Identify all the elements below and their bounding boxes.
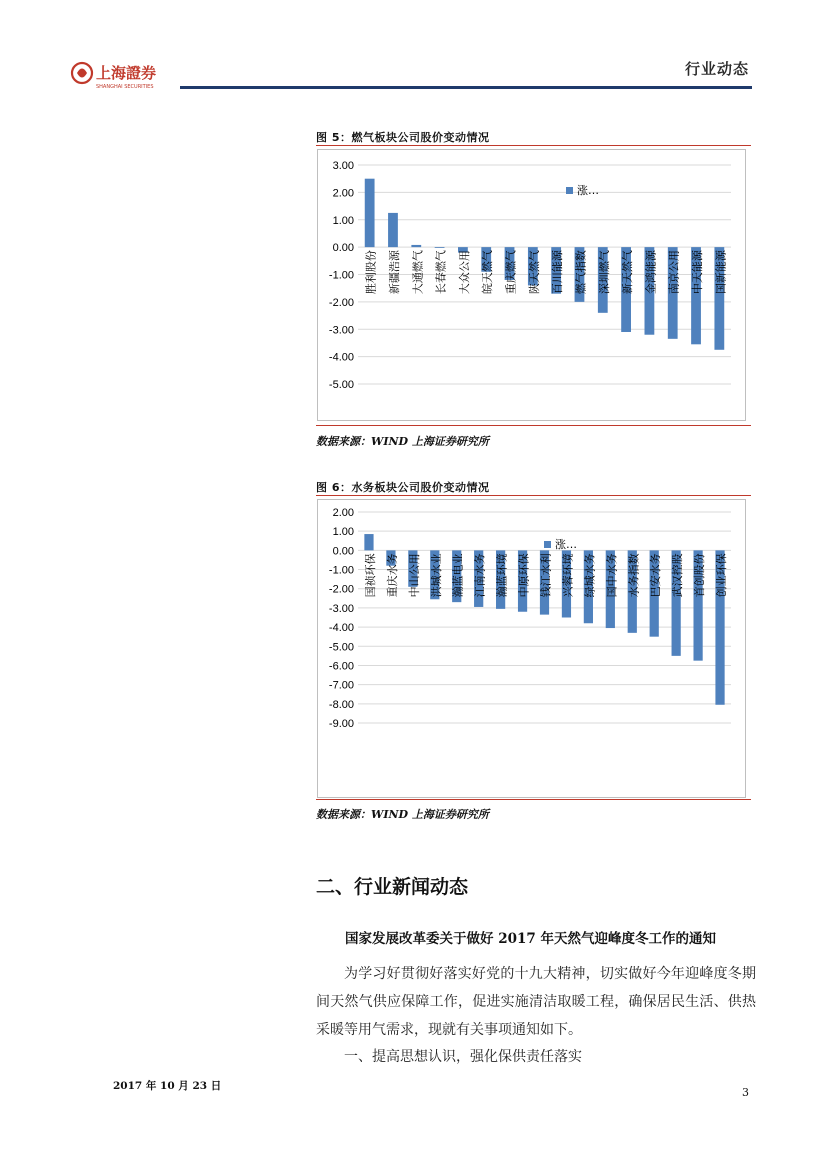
x-tick-label: 国中水务 bbox=[605, 553, 619, 598]
y-tick-label: -7.00 bbox=[328, 679, 354, 692]
bar bbox=[388, 213, 398, 247]
x-tick-label: 瀚蓝电业 bbox=[451, 553, 465, 598]
bar bbox=[365, 179, 375, 247]
page-number: 3 bbox=[742, 1086, 749, 1099]
figure5-bottom-rule bbox=[316, 425, 751, 426]
y-tick-label: -5.00 bbox=[328, 641, 354, 654]
x-tick-label: 洪城水业 bbox=[429, 553, 443, 598]
legend-marker bbox=[544, 541, 551, 548]
x-tick-label: 大众公用 bbox=[457, 250, 471, 295]
figure6-top-rule bbox=[316, 495, 751, 496]
x-tick-label: 长春燃气 bbox=[434, 250, 448, 295]
logo-text: 上海證券 bbox=[96, 64, 157, 82]
section-heading: 二、行业新闻动态 bbox=[316, 876, 469, 898]
figure5-source: 数据来源：WIND 上海证券研究所 bbox=[316, 435, 489, 448]
header-section-label: 行业动态 bbox=[684, 60, 749, 78]
x-tick-label: 燃气指数 bbox=[574, 250, 588, 295]
x-tick-label: 江南水务 bbox=[473, 553, 487, 598]
x-tick-label: 皖天然气 bbox=[481, 250, 495, 295]
header-rule bbox=[180, 86, 752, 89]
figure5-caption: 图 5：燃气板块公司股价变动情况 bbox=[316, 131, 490, 144]
y-tick-label: -1.00 bbox=[328, 269, 354, 282]
article-title: 国家发展改革委关于做好 2017 年天然气迎峰度冬工作的通知 bbox=[345, 931, 716, 947]
x-tick-label: 首创股份 bbox=[693, 553, 707, 598]
x-tick-label: 深圳燃气 bbox=[597, 250, 611, 295]
y-tick-label: -3.00 bbox=[328, 324, 354, 337]
legend-label: 涨… bbox=[555, 538, 577, 551]
x-tick-label: 国祯环保 bbox=[363, 553, 377, 598]
company-logo bbox=[70, 58, 180, 92]
x-tick-label: 国新能源 bbox=[714, 250, 728, 295]
figure6-caption: 图 6：水务板块公司股价变动情况 bbox=[316, 481, 490, 494]
y-tick-label: -3.00 bbox=[328, 602, 354, 615]
y-tick-label: 1.00 bbox=[332, 526, 354, 539]
x-tick-label: 新天然气 bbox=[621, 250, 635, 295]
figure6-chart bbox=[317, 499, 746, 798]
x-tick-label: 中原环保 bbox=[517, 553, 531, 598]
x-tick-label: 百川能源 bbox=[551, 250, 565, 295]
x-tick-label: 水务指数 bbox=[627, 553, 641, 598]
x-tick-label: 南京公用 bbox=[667, 250, 681, 295]
article-paragraph: 为学习好贯彻好落实好党的十九大精神，切实做好今年迎峰度冬期间天然气供应保障工作，促进实施清洁取暖工程，确保居民生活、供热采暖等用气需求，现就有关事项通知如下。 bbox=[316, 966, 756, 1038]
x-tick-label: 重庆水务 bbox=[385, 553, 399, 598]
footer-date: 2017 年 10 月 23 日 bbox=[113, 1080, 222, 1092]
x-tick-label: 创业环保 bbox=[715, 553, 729, 598]
y-tick-label: -4.00 bbox=[328, 622, 354, 635]
x-tick-label: 陕天然气 bbox=[527, 250, 541, 295]
x-tick-label: 胜利股份 bbox=[364, 250, 378, 295]
x-tick-label: 武汉控股 bbox=[671, 553, 685, 598]
figure6-bottom-rule bbox=[316, 799, 751, 800]
x-tick-label: 中天能源 bbox=[691, 250, 705, 295]
figure6-chart-svg bbox=[318, 500, 745, 797]
y-tick-label: 3.00 bbox=[332, 160, 354, 172]
bar bbox=[364, 534, 373, 550]
y-tick-label: -5.00 bbox=[328, 379, 354, 391]
x-tick-label: 钱江水利 bbox=[539, 553, 553, 598]
figure5-chart bbox=[317, 149, 746, 421]
y-tick-label: 2.00 bbox=[332, 507, 354, 519]
y-tick-label: -9.00 bbox=[328, 718, 354, 730]
y-tick-label: -6.00 bbox=[328, 660, 354, 673]
article-point: 一、提高思想认识，强化保供责任落实 bbox=[344, 1049, 582, 1065]
x-tick-label: 金鸿能源 bbox=[644, 250, 658, 295]
x-tick-label: 新疆浩源 bbox=[387, 250, 401, 295]
x-tick-label: 中山公用 bbox=[407, 553, 421, 598]
legend-marker bbox=[566, 187, 573, 194]
logo-subtext: SHANGHAI SECURITIES bbox=[96, 84, 154, 90]
bar bbox=[435, 247, 445, 248]
bar bbox=[411, 245, 421, 247]
x-tick-label: 绿城水务 bbox=[583, 553, 597, 598]
x-tick-label: 重庆燃气 bbox=[504, 250, 518, 295]
x-tick-label: 大通燃气 bbox=[411, 250, 425, 295]
y-tick-label: -4.00 bbox=[328, 351, 354, 364]
legend-label: 涨… bbox=[577, 184, 599, 197]
figure6-source: 数据来源：WIND 上海证券研究所 bbox=[316, 808, 489, 821]
y-tick-label: 0.00 bbox=[332, 545, 354, 558]
figure5-chart-svg bbox=[318, 150, 745, 420]
y-tick-label: -2.00 bbox=[328, 296, 354, 309]
x-tick-label: 巴安水务 bbox=[649, 553, 663, 598]
x-tick-label: 瀚蓝环境 bbox=[495, 553, 509, 598]
y-tick-label: -8.00 bbox=[328, 698, 354, 711]
y-tick-label: 0.00 bbox=[332, 242, 354, 255]
x-tick-label: 兴蓉环境 bbox=[561, 553, 575, 598]
figure5-top-rule bbox=[316, 145, 751, 146]
y-tick-label: 2.00 bbox=[332, 187, 354, 200]
y-tick-label: -2.00 bbox=[328, 583, 354, 596]
y-tick-label: 1.00 bbox=[332, 214, 354, 227]
y-tick-label: -1.00 bbox=[328, 564, 354, 577]
